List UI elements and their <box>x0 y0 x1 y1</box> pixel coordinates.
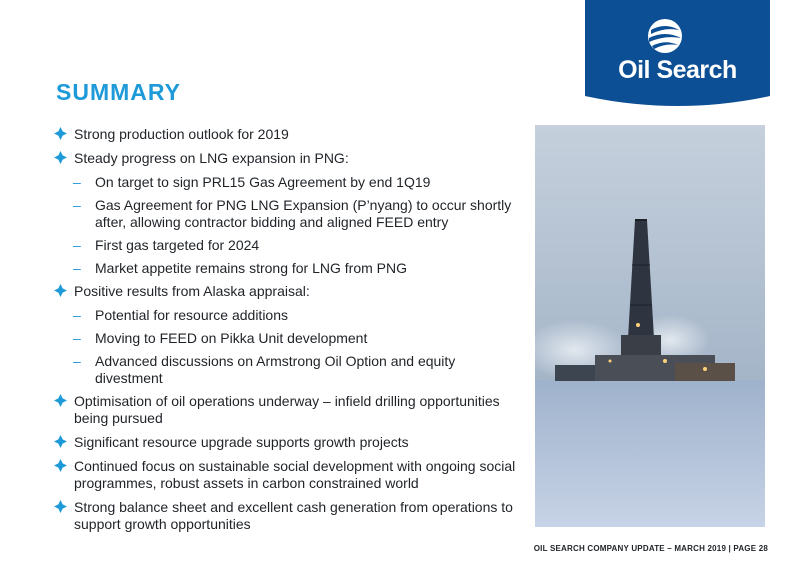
dash-bullet-icon: – <box>73 237 81 253</box>
sub-bullet-item <box>54 197 524 231</box>
dash-bullet-icon: – <box>73 260 81 276</box>
bullet-text: Significant resource upgrade supports growth projects <box>74 434 409 450</box>
bullet-text: Positive results from Alaska appraisal: <box>74 283 310 299</box>
bullet-text: Market appetite remains strong for LNG from PNG <box>95 260 407 276</box>
dash-bullet-icon: – <box>73 330 81 346</box>
bullet-item <box>54 283 524 300</box>
bullet-item <box>54 393 524 427</box>
diamond-bullet-icon <box>54 151 67 164</box>
bullet-item <box>54 126 524 143</box>
bullet-text: Gas Agreement for PNG LNG Expansion (P’nyang) to occur shortly after, allowing contractor bidding and aligned FEED entry <box>95 197 512 230</box>
diamond-bullet-icon <box>54 127 67 140</box>
bullet-text: Optimisation of oil operations underway – infield drilling opportunities being pursued <box>74 393 500 426</box>
diamond-bullet-icon <box>54 459 67 472</box>
dash-bullet-icon: – <box>73 197 81 213</box>
dash-bullet-icon: – <box>73 307 81 323</box>
bullet-item <box>54 499 524 533</box>
sub-bullet-item <box>54 174 524 191</box>
sub-bullet-item <box>54 307 524 324</box>
sub-bullet-item <box>54 330 524 347</box>
bullet-text: Strong production outlook for 2019 <box>74 126 289 142</box>
diamond-bullet-icon <box>54 500 67 513</box>
bullet-item <box>54 434 524 451</box>
bullet-text: Strong balance sheet and excellent cash generation from operations to support growth opportunities <box>74 499 513 532</box>
summary-bullet-list <box>54 126 524 540</box>
page-title: SUMMARY <box>56 79 181 105</box>
bullet-item <box>54 150 524 167</box>
bullet-item <box>54 458 524 492</box>
diamond-bullet-icon <box>54 435 67 448</box>
dash-bullet-icon: – <box>73 174 81 190</box>
diamond-bullet-icon <box>54 284 67 297</box>
bullet-text: Moving to FEED on Pikka Unit development <box>95 330 368 346</box>
bullet-text: Continued focus on sustainable social development with ongoing social programmes, robust assets in carbon constrained world <box>74 458 516 491</box>
bullet-text: On target to sign PRL15 Gas Agreement by end 1Q19 <box>95 174 431 190</box>
bullet-text: First gas targeted for 2024 <box>95 237 260 253</box>
logo-text: Oil Search <box>618 56 737 84</box>
dash-bullet-icon: – <box>73 353 81 369</box>
drilling-rig-photo <box>535 125 765 527</box>
sub-bullet-item <box>54 237 524 254</box>
sub-bullet-item <box>54 260 524 277</box>
diamond-bullet-icon <box>54 394 67 407</box>
bullet-text: Potential for resource additions <box>95 307 288 323</box>
oil-search-logo <box>585 0 770 108</box>
sub-bullet-item <box>54 353 524 387</box>
page-footer: OIL SEARCH COMPANY UPDATE – MARCH 2019 | PAGE 28 <box>533 544 768 553</box>
bullet-text: Advanced discussions on Armstrong Oil Option and equity divestment <box>95 353 456 386</box>
bullet-text: Steady progress on LNG expansion in PNG: <box>74 150 349 166</box>
logo-emblem <box>585 0 770 108</box>
